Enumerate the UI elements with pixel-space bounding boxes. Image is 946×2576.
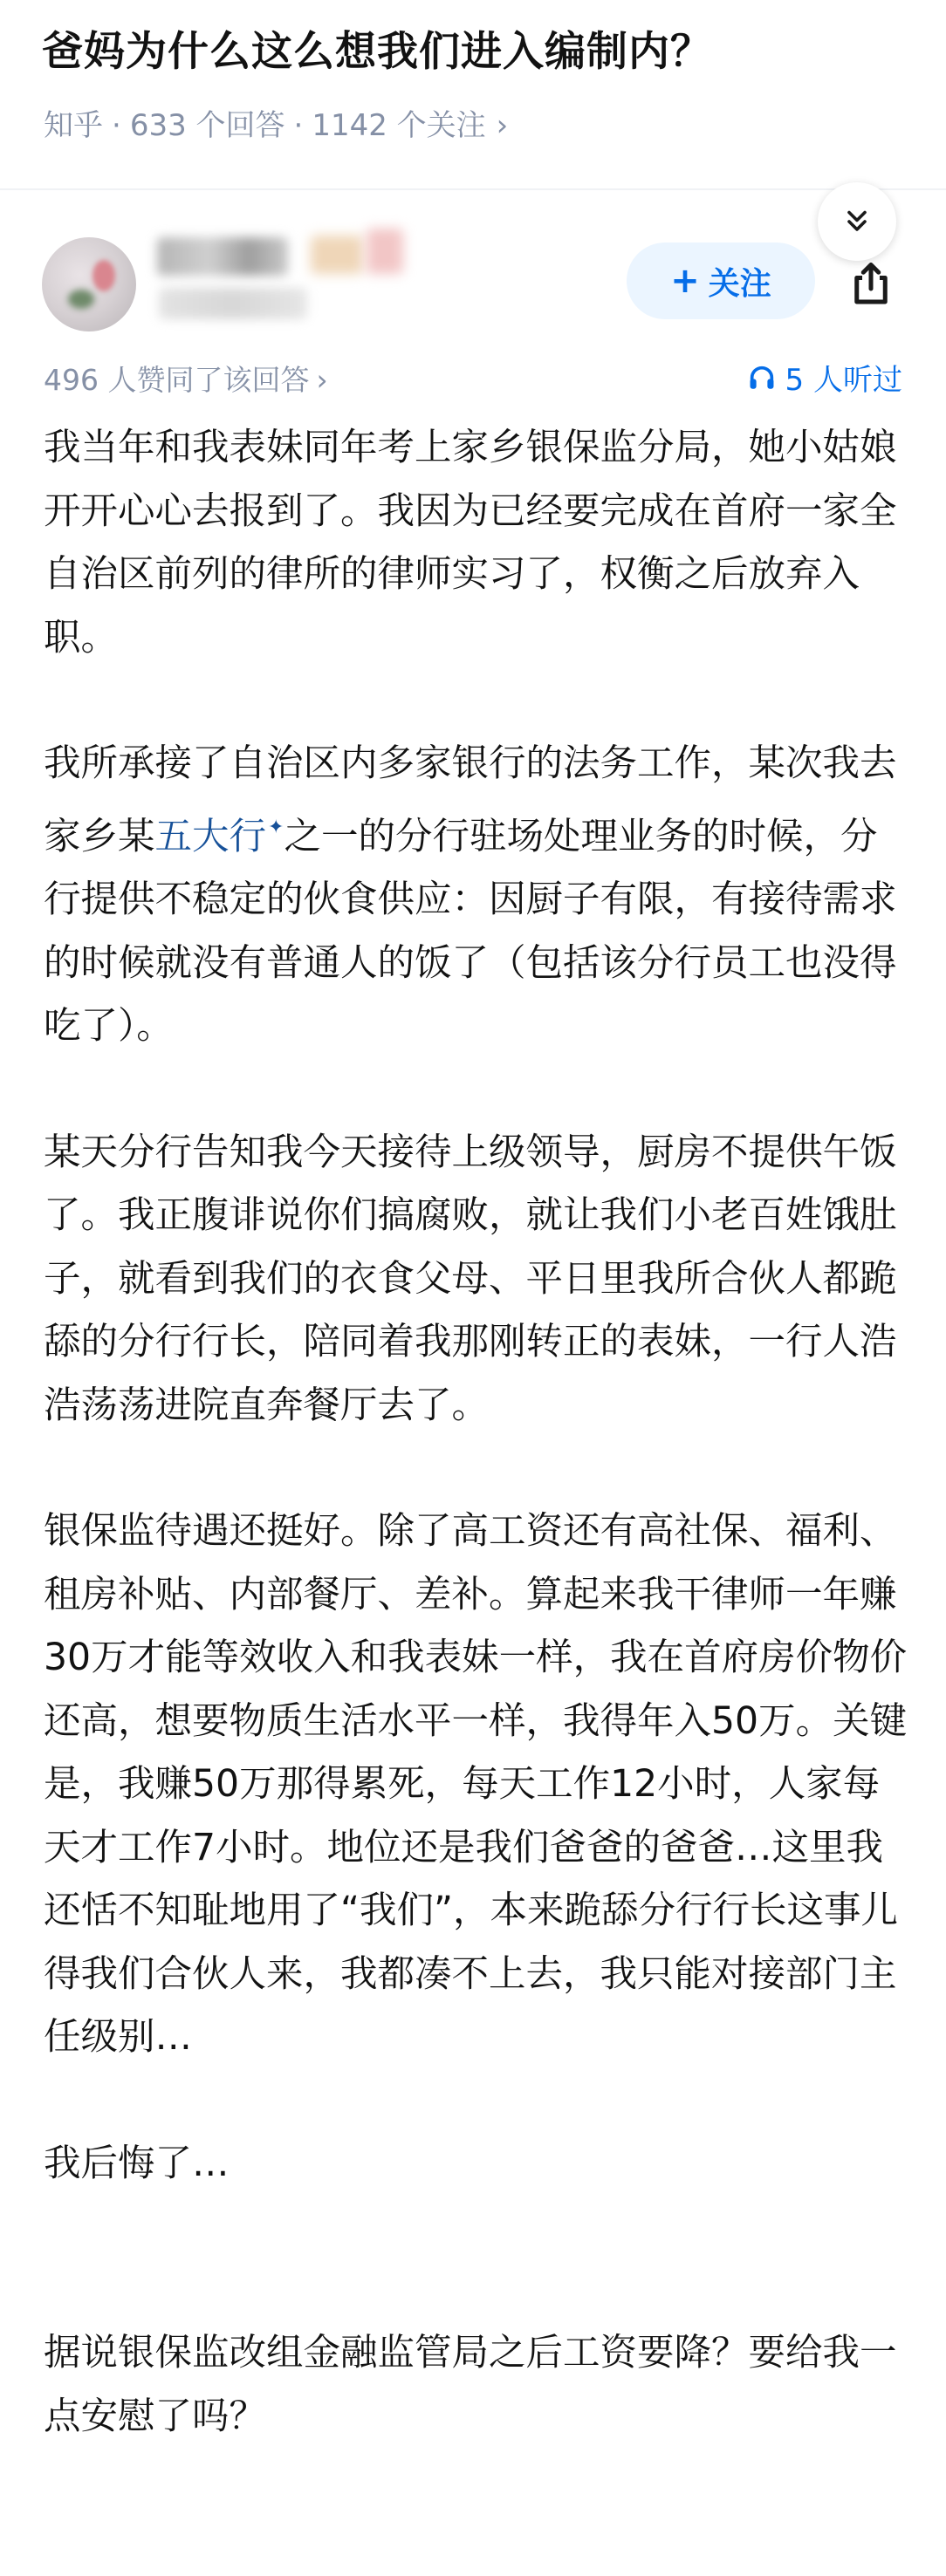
chevron-right-icon: › [496, 108, 509, 143]
follow-label: 关注 [708, 265, 771, 302]
paragraph-4: 银保监待遇还挺好。除了高工资还有高社保、福利、租房补贴、内部餐厅、差补。算起来我干律师一年赚30万才能等效收入和我表妹一样，我在首府房价物价还高，想要物质生活水平一样，我得年入50万。关键是，我赚50万那得累死，每天工作12小时，人家每天才工作7小时。地位还是我们爸爸的爸爸…这里我还恬不知耻地用了“我们”，本来跪舔分行行长这事儿得我们合伙人来，我都凑不上去，我只能对接部门主任级别… [44, 1510, 908, 2059]
keyword-link[interactable]: 五大行✦ [154, 815, 284, 858]
author-badge-blurred [311, 236, 363, 274]
question-header [0, 0, 946, 190]
author-headline-blurred [159, 288, 307, 319]
question-meta[interactable]: 知乎 · 633 个回答 · 1142 个关注 › [44, 108, 509, 143]
paragraph-3: 某天分行告知我今天接待上级领导，厨房不提供午饭了。我正腹诽说你们搞腐败，就让我们小老百姓饿肚子，就看到我们的衣食父母、平日里我所合伙人都跪舔的分行行长，陪同着我那刚转正的表妹，一行人浩浩荡荡进院直奔餐厅去了。 [44, 1131, 897, 1427]
header-divider [0, 188, 946, 190]
upvote-text: 496 人赞同了该回答 [44, 363, 310, 397]
paragraph-2: 我所承接了自治区内多家银行的法务工作，某次我去家乡某五大行✦之一的分行驻场处理业务的时候，分行提供不稳定的伙食供应：因厨子有限，有接待需求的时候就没有普通人的饭了（包括该分行员工也没得吃了）。 [44, 742, 897, 1048]
author-badge-blurred-2 [367, 229, 403, 274]
double-chevron-down-icon [841, 206, 873, 237]
follow-button[interactable] [627, 243, 815, 319]
share-icon[interactable] [845, 258, 897, 311]
follower-count: 1142 个关注 [312, 108, 486, 143]
upvote-info[interactable] [44, 358, 328, 399]
paragraph-5: 我后悔了… [44, 2142, 230, 2185]
listen-button[interactable] [747, 356, 902, 399]
question-title[interactable]: 爸妈为什么这么想我们进入编制内？ [42, 28, 712, 76]
listen-count: 5 人听过 [785, 363, 902, 398]
chevron-right-icon: › [316, 363, 328, 397]
plus-icon: + [670, 261, 700, 301]
collapse-button[interactable] [818, 182, 896, 261]
author-name-blurred[interactable] [157, 237, 288, 276]
sparkle-icon: ✦ [268, 816, 284, 838]
source-label: 知乎 [44, 108, 103, 143]
avatar[interactable] [42, 237, 136, 331]
answer-content [44, 417, 908, 2449]
paragraph-6: 据说银保监改组金融监管局之后工资要降？要给我一点安慰了吗？ [44, 2332, 897, 2438]
headphones-icon [747, 363, 777, 393]
paragraph-1: 我当年和我表妹同年考上家乡银保监分局，她小姑娘开开心心去报到了。我因为已经要完成在首府一家全自治区前列的律所的律师实习了，权衡之后放弃入职。 [44, 427, 897, 659]
answer-count: 633 个回答 [129, 108, 285, 143]
